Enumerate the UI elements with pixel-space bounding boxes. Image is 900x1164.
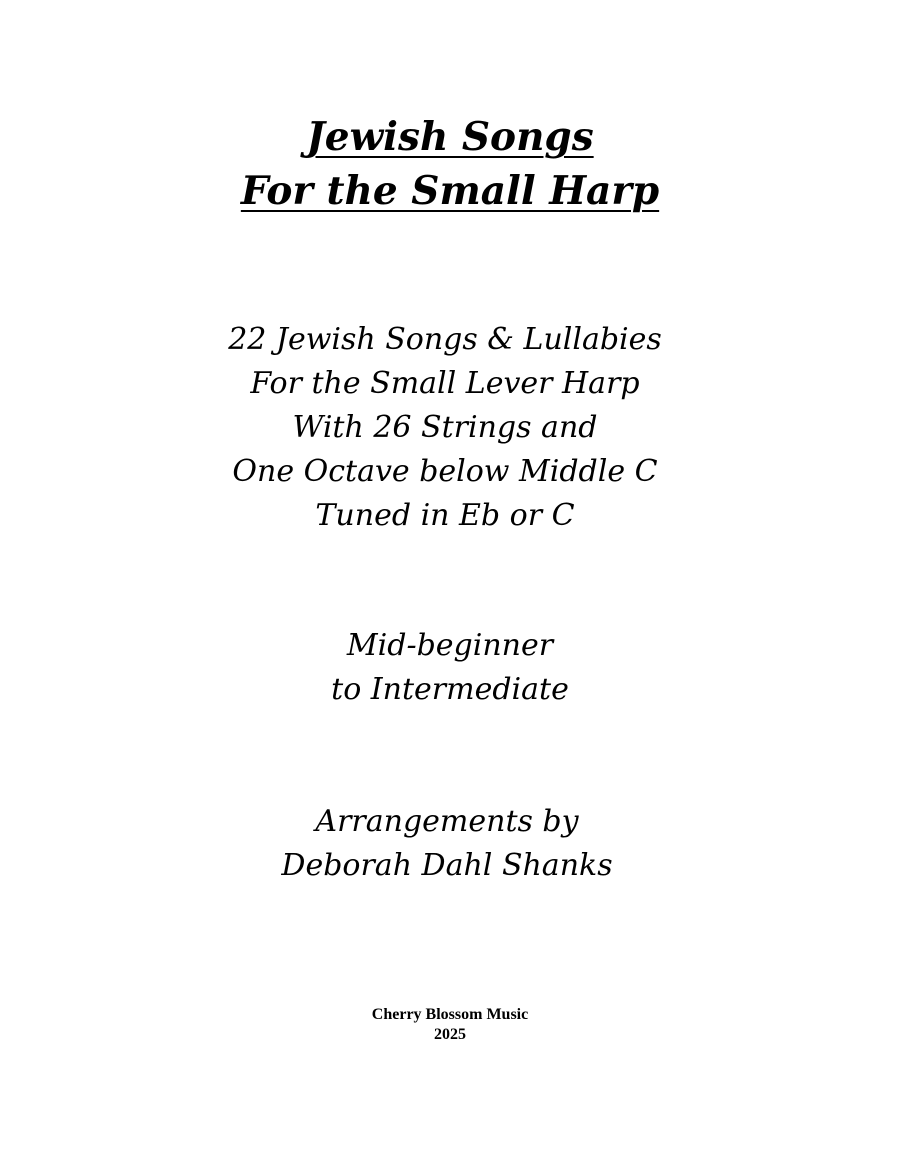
description-line-3: With 26 Strings and <box>292 410 598 445</box>
description-line-4: One Octave below Middle C <box>232 454 658 489</box>
level-block <box>0 624 900 712</box>
publication-year: 2025 <box>434 1026 466 1043</box>
publisher-name: Cherry Blossom Music <box>371 1006 529 1023</box>
publisher-block <box>0 1005 900 1045</box>
description-block <box>0 318 895 538</box>
title-line-2: For the Small Harp <box>240 168 660 214</box>
author-name: Deborah Dahl Shanks <box>281 848 613 883</box>
description-line-5: Tuned in Eb or C <box>315 498 575 533</box>
credits-block <box>0 800 897 888</box>
page-title <box>0 110 900 218</box>
level-line-1: Mid-beginner <box>346 628 554 663</box>
description-line-2: For the Small Lever Harp <box>250 366 640 401</box>
title-line-1: Jewish Songs <box>306 114 594 160</box>
credits-line-1: Arrangements by <box>315 804 579 839</box>
description-line-1: 22 Jewish Songs & Lullabies <box>228 322 662 357</box>
level-line-2: to Intermediate <box>331 672 569 707</box>
